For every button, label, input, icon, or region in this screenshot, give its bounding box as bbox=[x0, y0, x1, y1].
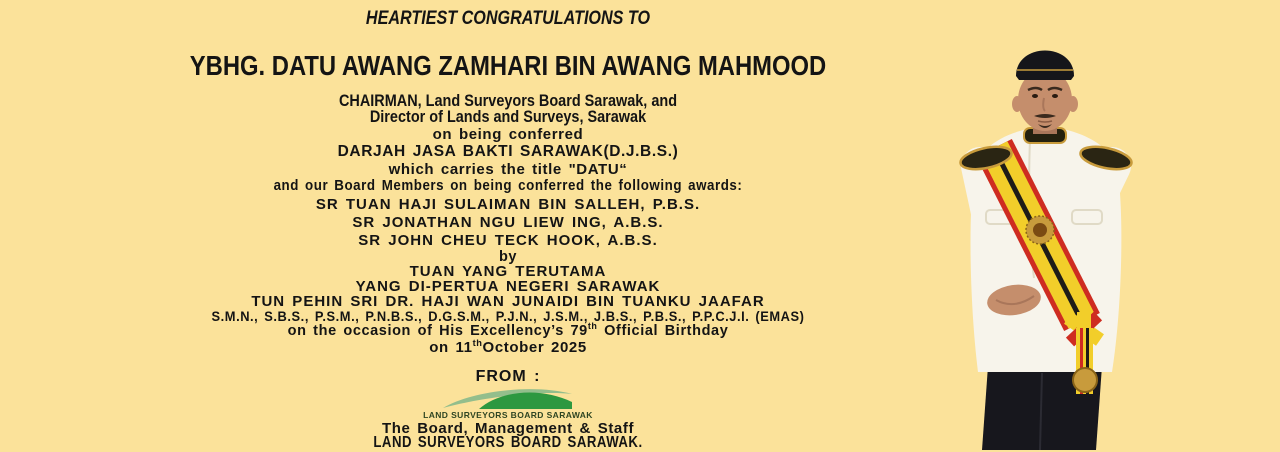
from-line-1: The Board, Management & Staff bbox=[381, 420, 635, 437]
conferrer-line-1: TUAN YANG TERUTAMA bbox=[409, 263, 607, 280]
occasion-post: Official Birthday bbox=[597, 323, 729, 339]
portrait-photo bbox=[930, 28, 1170, 450]
occasion-ordinal: th bbox=[587, 321, 598, 332]
occasion-line bbox=[0, 323, 1016, 340]
logo-caption: LAND SURVEYORS BOARD SARAWAK bbox=[423, 410, 593, 420]
portrait-eye-left bbox=[1032, 94, 1038, 98]
date-line bbox=[0, 339, 1016, 356]
conferrer-line-3: TUN PEHIN SRI DR. HAJI WAN JUNAIDI BIN TUANKU JAAFAR bbox=[251, 293, 765, 310]
by-label: by bbox=[498, 249, 518, 265]
lsbs-logo-graphic bbox=[443, 387, 573, 410]
title-note: which carries the title "DATU“ bbox=[388, 161, 628, 178]
conferred-intro: on being conferred bbox=[432, 126, 584, 143]
from-line-2: LAND SURVEYORS BOARD SARAWAK. bbox=[373, 434, 643, 451]
occasion-pre: on the occasion of His Excellency’s 79 bbox=[287, 323, 588, 339]
award-title: DARJAH JASA BAKTI SARAWAK(D.J.B.S.) bbox=[337, 143, 679, 160]
portrait-songkok bbox=[1016, 51, 1074, 81]
date-post: October 2025 bbox=[482, 339, 587, 356]
board-member-2: SR JONATHAN NGU LIEW ING, A.B.S. bbox=[352, 214, 664, 231]
date-pre: on 11 bbox=[429, 339, 473, 356]
conferrer-honours: S.M.N., S.B.S., P.S.M., P.N.B.S., D.G.S.M., P.J.N., J.S.M., J.B.S., P.B.S., P.P.C.J.I. (EMAS) bbox=[211, 308, 805, 324]
board-member-1: SR TUAN HAJI SULAIMAN BIN SALLEH, P.B.S. bbox=[315, 196, 701, 213]
portrait-breast-star bbox=[1026, 216, 1054, 244]
board-member-3: SR JOHN CHEU TECK HOOK, A.B.S. bbox=[358, 232, 658, 249]
date-ordinal: th bbox=[472, 338, 483, 348]
board-intro: and our Board Members on being conferred the following awards: bbox=[273, 178, 743, 194]
heading-italic: HEARTIEST CONGRATULATIONS TO bbox=[365, 8, 651, 29]
role-line-1: CHAIRMAN, Land Surveyors Board Sarawak, and bbox=[338, 91, 678, 110]
conferrer-line-2: YANG DI-PERTUA NEGERI SARAWAK bbox=[355, 278, 661, 295]
role-line-2: Director of Lands and Surveys, Sarawak bbox=[369, 107, 647, 126]
from-label: FROM : bbox=[475, 368, 541, 385]
hip-medal bbox=[1073, 368, 1097, 392]
portrait-eye-right bbox=[1052, 94, 1058, 98]
breast-star-center bbox=[1033, 223, 1047, 237]
recipient-name: YBHG. DATU AWANG ZAMHARI BIN AWANG MAHMOOD bbox=[189, 50, 827, 81]
